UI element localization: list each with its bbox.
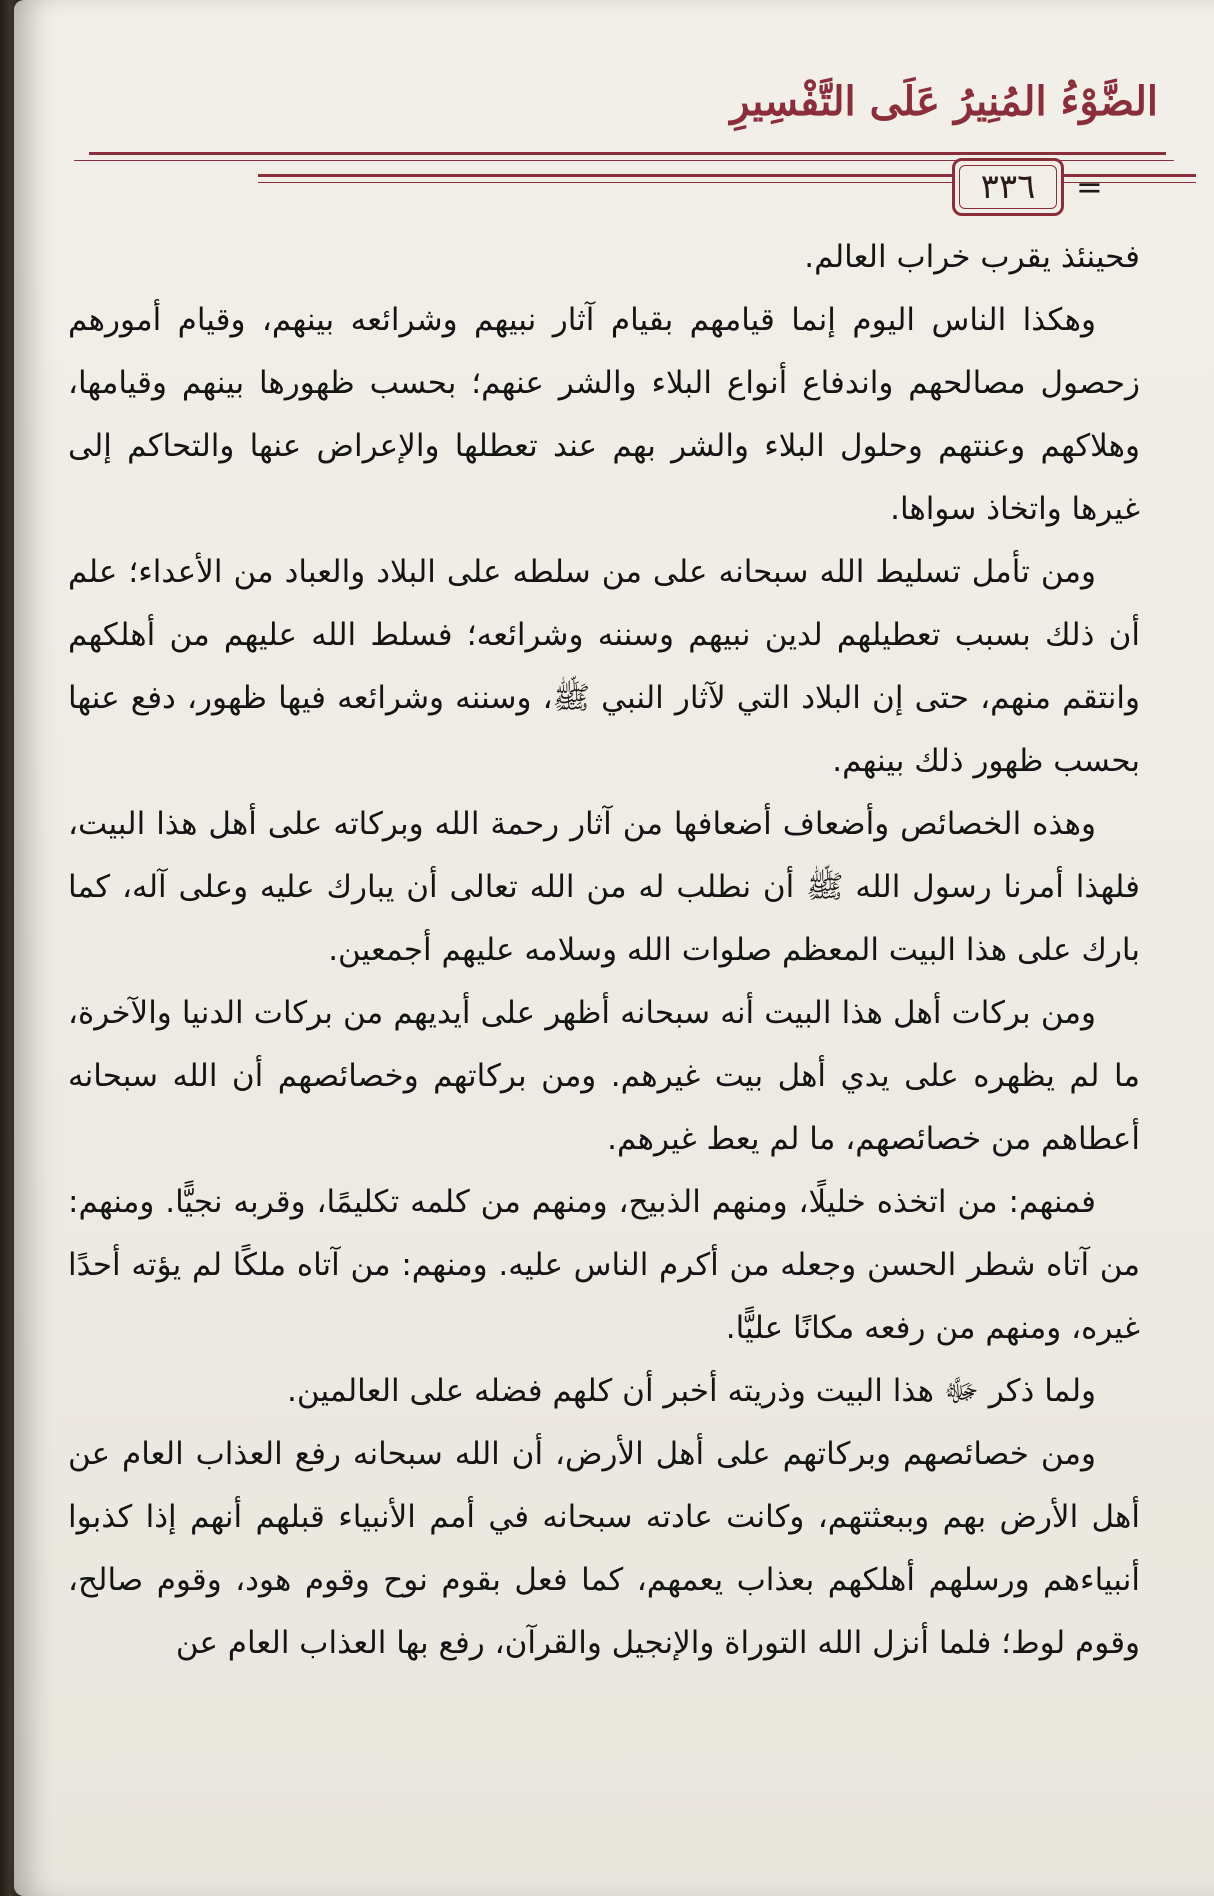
page-number-frame bbox=[952, 158, 1064, 216]
paragraph: وهذه الخصائص وأضعاف أضعافها من آثار رحمة الله وبركاته على أهل هذا البيت، فلهذا أمرنا رسول الله ﷺ أن نطلب له من الله تعالى أن يبارك عليه وعلى آله، كما بارك على هذا البيت المعظم صلوات الله وسلامه عليهم أجمعين. bbox=[68, 806, 1140, 968]
paragraph: ومن تأمل تسليط الله سبحانه على من سلطه على البلاد والعباد من الأعداء؛ علم أن ذلك بسبب تعطيلهم لدين نبيهم وسننه وشرائعه؛ فسلط الله عليهم من أهلكهم وانتقم منهم، حتى إن البلاد التي لآثار النبي ﷺ، وسننه وشرائعه فيها ظهور، دفع عنها بحسب ظهور ذلك بينهم. bbox=[68, 554, 1140, 779]
book-page bbox=[14, 0, 1214, 1896]
body-text bbox=[68, 226, 1140, 1675]
ornament-mark: = bbox=[1076, 168, 1103, 206]
paragraph: فحينئذ يقرب خراب العالم. bbox=[804, 239, 1140, 275]
paragraph: ومن بركات أهل هذا البيت أنه سبحانه أظهر على أيديهم من بركات الدنيا والآخرة، ما لم يظهره على يدي أهل بيت غيرهم. ومن بركاتهم وخصائصهم أن الله سبحانه أعطاهم من خصائصهم، ما لم يعط غيرهم. bbox=[68, 995, 1140, 1157]
paragraph: وهكذا الناس اليوم إنما قيامهم بقيام آثار نبيهم وشرائعه بينهم، وقيام أمورهم زحصول مصالحهم واندفاع أنواع البلاء والشر عنهم؛ بحسب ظهورها بينهم وقيامها، وهلاكهم وعنتهم وحلول البلاء والشر بهم عند تعطلها والإعراض عنها والتحاكم إلى غيرها واتخاذ سواها. bbox=[68, 302, 1140, 527]
paragraph: ولما ذكر ﷻ هذا البيت وذريته أخبر أن كلهم فضله على العالمين. bbox=[287, 1373, 1096, 1409]
book-title: الضَّوْءُ المُنِيرُ عَلَى التَّفْسِيرِ bbox=[730, 78, 1158, 125]
title-underline bbox=[89, 152, 1166, 155]
page-number: ٣٣٦ bbox=[980, 167, 1036, 207]
paragraph: ومن خصائصهم وبركاتهم على أهل الأرض، أن الله سبحانه رفع العذاب العام عن أهل الأرض بهم وببعثتهم، وكانت عادته سبحانه في أمم الأنبياء قبلهم أنهم إذا كذبوا أنبياءهم ورسلهم أهلكهم بعذاب يعمهم، كما فعل بقوم نوح وقوم هود، وقوم صالح، وقوم لوط؛ فلما أنزل الله التوراة والإنجيل والقرآن، رفع بها العذاب العام عن bbox=[68, 1436, 1140, 1661]
paragraph: فمنهم: من اتخذه خليلًا، ومنهم الذبيح، ومنهم من كلمه تكليمًا، وقربه نجيًّا. ومنهم: من آتاه شطر الحسن وجعله من أكرم الناس عليه. ومنهم: من آتاه ملكًا لم يؤته أحدًا غيره، ومنهم من رفعه مكانًا عليًّا. bbox=[68, 1184, 1140, 1346]
